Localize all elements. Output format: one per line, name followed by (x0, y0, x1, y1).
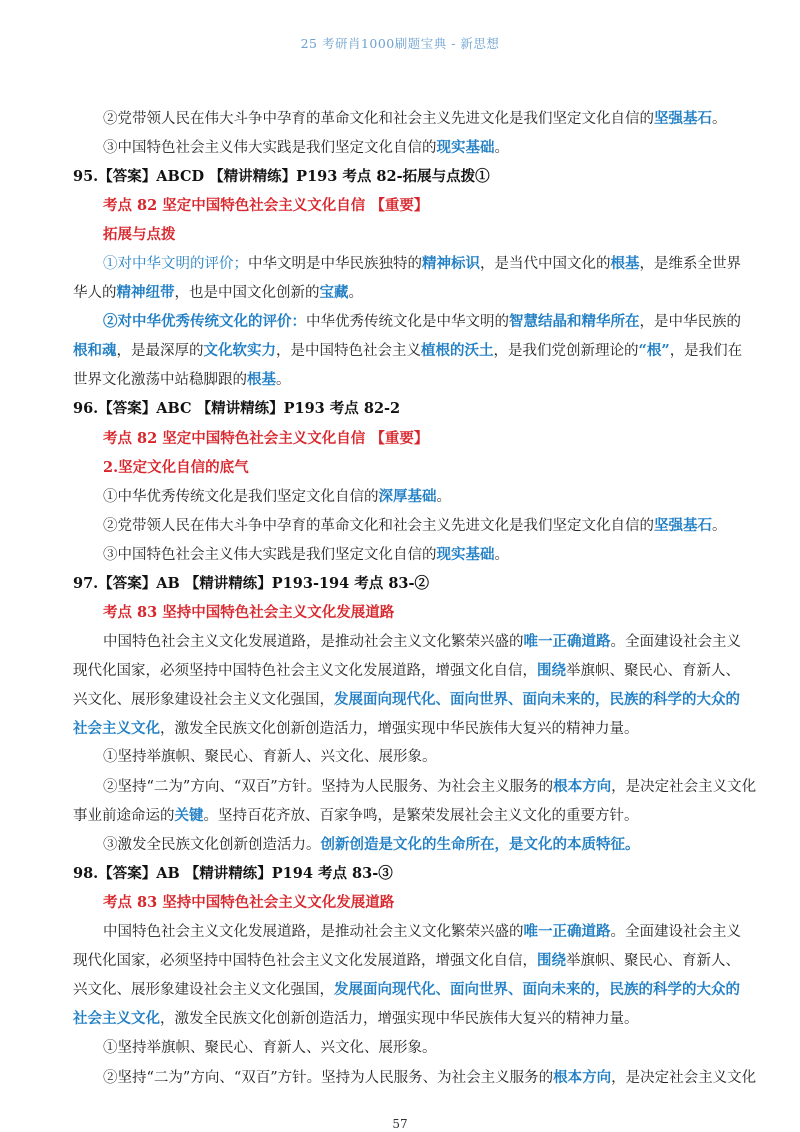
text-run: ②党带领人民在伟大斗争中孕育的革命文化和社会主义先进文化是我们坚定文化自信的 (103, 111, 654, 127)
keyword-highlight: 文化软实力 (203, 342, 276, 360)
keyword-highlight: 根和魂 (73, 342, 117, 360)
keyword-highlight: 发展面向现代化、面向世界、面向未来的，民族的科学的大众的 (334, 690, 740, 708)
answer-heading: 96.【答案】ABC 【精讲精练】P193 考点 82-2 (73, 400, 401, 418)
section-title: 考点 82 坚定中国特色社会主义文化自信 【重要】 (103, 197, 429, 215)
keyword-highlight: “根” (638, 342, 670, 360)
keyword-highlight: 围绕 (537, 952, 566, 970)
keyword-highlight: 坚强基石 (654, 110, 712, 127)
keyword-highlight: 宝藏 (319, 284, 349, 302)
keyword-highlight: 深厚基础 (378, 487, 437, 505)
keyword-highlight: 发展面向现代化、面向世界、面向未来的，民族的科学的大众的 (334, 981, 740, 999)
point-label: ②对中华优秀传统文化的评价： (103, 313, 306, 331)
section-title: 考点 83 坚持中国特色社会主义文化发展道路 (103, 603, 395, 621)
text-run: 。全面建设社会主义 (610, 633, 741, 650)
keyword-highlight: 唯一正确道路 (523, 923, 611, 941)
keyword-highlight: 植根的沃土 (421, 342, 494, 360)
keyword-highlight: 根本方向 (553, 1068, 612, 1086)
keyword-highlight: 现实基础 (436, 545, 495, 563)
text-run: 。 (712, 111, 727, 127)
paragraph-line (73, 685, 740, 714)
text-run: 华人的 (73, 285, 117, 302)
text-run: 现代化国家，必须坚持中国特色社会主义文化发展道路，增强文化自信， (73, 953, 537, 970)
paragraph-line (73, 946, 740, 975)
text-run: ，激发全民族文化创新创造活力，增强实现中华民族伟大复兴的精神力量。 (160, 1011, 639, 1028)
keyword-highlight: 精神标识 (422, 255, 480, 273)
keyword-highlight: 创新创造是文化的生命所在，是文化的本质特征。 (320, 836, 640, 854)
text-run: 。 (276, 372, 291, 389)
paragraph-line (73, 1063, 757, 1092)
keyword-highlight: 根基 (247, 371, 276, 389)
text-run: 中华优秀传统文化是中华文明的 (306, 314, 509, 331)
answer-heading: 95.【答案】ABCD 【精讲精练】P193 考点 82-拓展与点拨① (73, 168, 490, 186)
text-run: ，是维系全世界 (639, 256, 741, 273)
text-run: 兴文化、展形象建设社会主义文化强国， (73, 691, 334, 708)
text-run: ③激发全民族文化创新创造活力。 (103, 837, 321, 854)
paragraph-line (73, 365, 735, 394)
paragraph-line (73, 249, 741, 278)
text-run: 。 (436, 488, 451, 505)
paragraph-line (73, 540, 735, 569)
text-run: ②坚持“二为”方向、“双百”方针。坚持为人民服务、为社会主义服务的 (103, 779, 554, 796)
point-label: ①对中华文明的评价； (103, 256, 248, 273)
text-run: 现代化国家，必须坚持中国特色社会主义文化发展道路，增强文化自信， (73, 662, 537, 679)
text-run: 中华文明是中华民族独特的 (248, 256, 422, 273)
text-run: ③中国特色社会主义伟大实践是我们坚定文化自信的 (103, 140, 437, 157)
text-run: 。 (494, 140, 509, 157)
text-run: 中国特色社会主义文化发展道路，是推动社会主义文化繁荣兴盛的 (103, 633, 524, 650)
subsection-title: 拓展与点拨 (103, 226, 176, 244)
paragraph-line (73, 336, 743, 365)
text-run: 。坚持百花齐放、百家争鸣，是繁荣发展社会主义文化的重要方针。 (203, 808, 639, 825)
keyword-highlight: 坚强基石 (654, 516, 712, 534)
text-run: 兴文化、展形象建设社会主义文化强国， (73, 982, 334, 999)
paragraph-line (73, 627, 741, 656)
paragraph-line (73, 656, 740, 685)
text-run: ，激发全民族文化创新创造活力，增强实现中华民族伟大复兴的精神力量。 (160, 720, 639, 737)
text-run: ，是决定社会主义文化 (611, 1069, 757, 1086)
paragraph-line (73, 482, 735, 511)
paragraph-line: ①坚持举旗帜、聚民心、育新人、兴文化、展形象。 (103, 749, 437, 766)
paragraph-line (73, 307, 741, 336)
paragraph-line (73, 1004, 735, 1033)
text-run: 事业前途命运的 (73, 808, 175, 825)
text-run: ②党带领人民在伟大斗争中孕育的革命文化和社会主义先进文化是我们坚定文化自信的 (103, 517, 654, 534)
running-header: 25 考研肖1000刷题宝典 - 新思想 (300, 36, 500, 51)
paragraph-line (73, 714, 735, 743)
section-title: 考点 82 坚定中国特色社会主义文化自信 【重要】 (103, 429, 429, 447)
paragraph-line (73, 133, 735, 162)
keyword-highlight: 社会主义文化 (73, 719, 160, 737)
text-run: 举旗帜、聚民心、育新人、 (566, 953, 740, 970)
text-run: ，是中华民族的 (639, 314, 741, 331)
paragraph-line (73, 830, 735, 859)
keyword-highlight: 现实基础 (436, 139, 495, 157)
text-run: ，是我们在 (669, 343, 743, 360)
text-run: 中国特色社会主义文化发展道路，是推动社会主义文化繁荣兴盛的 (103, 924, 524, 941)
keyword-highlight: 智慧结晶和精华所在 (509, 313, 640, 331)
paragraph-line (73, 801, 735, 830)
text-run: ，是最深厚的 (116, 343, 204, 360)
text-run: ，也是中国文化创新的 (174, 285, 320, 302)
paragraph-line (73, 511, 735, 540)
paragraph-line: ①坚持举旗帜、聚民心、育新人、兴文化、展形象。 (103, 1039, 437, 1056)
section-title: 考点 83 坚持中国特色社会主义文化发展道路 (103, 894, 395, 912)
paragraph-line (73, 975, 740, 1004)
paragraph-line (73, 104, 735, 133)
keyword-highlight: 根基 (610, 255, 640, 273)
text-run: ①中华优秀传统文化是我们坚定文化自信的 (103, 488, 379, 505)
text-run: ，是决定社会主义文化 (611, 779, 757, 796)
text-run: ，是中国特色社会主义 (276, 343, 421, 360)
subsection-title: 2.坚定文化自信的底气 (103, 458, 249, 476)
text-run: ②坚持“二为”方向、“双百”方针。坚持为人民服务、为社会主义服务的 (103, 1069, 554, 1086)
keyword-highlight: 社会主义文化 (73, 1010, 160, 1028)
page-number: 57 (392, 1117, 408, 1131)
paragraph-line (73, 278, 735, 307)
text-run: ，是当代中国文化的 (480, 256, 611, 273)
text-run: 。全面建设社会主义 (610, 924, 741, 941)
answer-heading: 98.【答案】AB 【精讲精练】P194 考点 83-③ (73, 865, 393, 883)
page-body (73, 104, 757, 1092)
text-run: 。 (348, 285, 363, 302)
text-run: 举旗帜、聚民心、育新人、 (566, 662, 740, 679)
paragraph-line (73, 772, 757, 801)
keyword-highlight: 围绕 (537, 661, 566, 679)
text-run: 世界文化激荡中站稳脚跟的 (73, 372, 247, 389)
text-run: 。 (712, 517, 727, 534)
text-run: ，是我们党创新理论的 (493, 343, 639, 360)
text-run: ③中国特色社会主义伟大实践是我们坚定文化自信的 (103, 546, 437, 563)
keyword-highlight: 精神纽带 (116, 284, 175, 302)
keyword-highlight: 根本方向 (553, 778, 612, 796)
paragraph-line (73, 917, 741, 946)
answer-heading: 97.【答案】AB 【精讲精练】P193-194 考点 83-② (73, 574, 430, 592)
keyword-highlight: 关键 (174, 807, 204, 825)
keyword-highlight: 唯一正确道路 (523, 632, 611, 650)
text-run: 。 (494, 546, 509, 563)
